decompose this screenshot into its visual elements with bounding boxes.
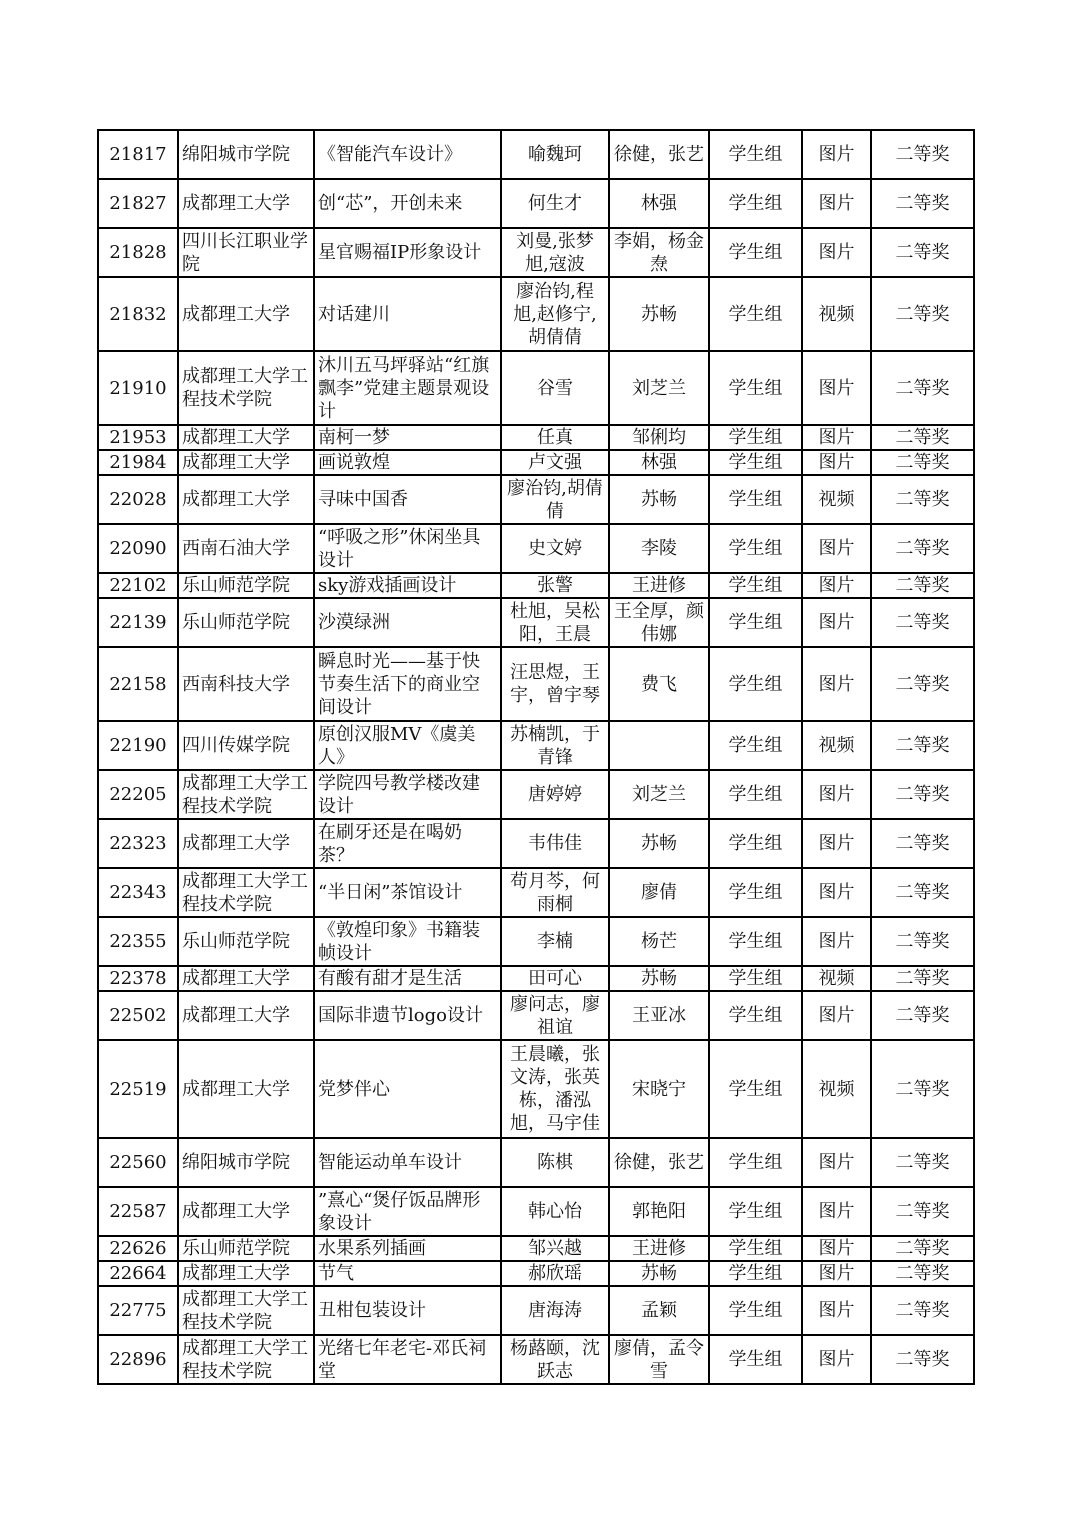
award-level-cell: 二等奖 [871, 425, 974, 450]
authors-cell: 韦伟佳 [501, 819, 609, 868]
authors-cell: 田可心 [501, 966, 609, 991]
work-title-cell: 国际非遗节logo设计 [314, 991, 501, 1040]
table-row [98, 425, 974, 450]
table-row [98, 1040, 974, 1138]
authors-cell: 邹兴越 [501, 1236, 609, 1261]
work-type-cell: 图片 [802, 598, 871, 647]
work-title-cell: 沐川五马坪驿站“红旗飘李”党建主题景观设计 [314, 351, 501, 425]
teachers-cell: 郭艳阳 [609, 1187, 709, 1236]
work-type-cell: 图片 [802, 1138, 871, 1187]
award-level-cell: 二等奖 [871, 819, 974, 868]
teachers-cell: 王亚冰 [609, 991, 709, 1040]
award-level-cell: 二等奖 [871, 1335, 974, 1384]
group-cell: 学生组 [709, 450, 802, 475]
table-row [98, 1138, 974, 1187]
school-cell: 四川传媒学院 [178, 721, 314, 770]
award-level-cell: 二等奖 [871, 277, 974, 351]
authors-cell: 汪思煜，王宇，曾宇琴 [501, 647, 609, 721]
school-cell: 西南科技大学 [178, 647, 314, 721]
school-cell: 乐山师范学院 [178, 573, 314, 598]
authors-cell: 廖治钧,胡倩倩 [501, 475, 609, 524]
group-cell: 学生组 [709, 966, 802, 991]
teachers-cell: 苏畅 [609, 277, 709, 351]
authors-cell: 刘曼,张梦旭,寇波 [501, 228, 609, 277]
table-row [98, 1187, 974, 1236]
work-type-cell: 视频 [802, 475, 871, 524]
school-cell: 成都理工大学 [178, 425, 314, 450]
teachers-cell: 孟颖 [609, 1286, 709, 1335]
group-cell: 学生组 [709, 1187, 802, 1236]
work-title-cell: 节气 [314, 1261, 501, 1286]
work-title-cell: 智能运动单车设计 [314, 1138, 501, 1187]
work-type-cell: 图片 [802, 524, 871, 573]
award-id-cell: 21817 [98, 130, 178, 179]
award-level-cell: 二等奖 [871, 770, 974, 819]
work-type-cell: 视频 [802, 277, 871, 351]
work-title-cell: 丑柑包装设计 [314, 1286, 501, 1335]
table-row [98, 1236, 974, 1261]
school-cell: 成都理工大学工程技术学院 [178, 1286, 314, 1335]
table-row [98, 450, 974, 475]
table-row [98, 868, 974, 917]
school-cell: 乐山师范学院 [178, 598, 314, 647]
table-row [98, 1335, 974, 1384]
work-type-cell: 图片 [802, 770, 871, 819]
work-type-cell: 图片 [802, 991, 871, 1040]
school-cell: 成都理工大学 [178, 991, 314, 1040]
award-id-cell: 22139 [98, 598, 178, 647]
authors-cell: 何生才 [501, 179, 609, 228]
authors-cell: 郝欣瑶 [501, 1261, 609, 1286]
work-type-cell: 图片 [802, 819, 871, 868]
authors-cell: 廖问志，廖祖谊 [501, 991, 609, 1040]
table-row [98, 917, 974, 966]
award-id-cell: 22343 [98, 868, 178, 917]
school-cell: 成都理工大学 [178, 1261, 314, 1286]
award-level-cell: 二等奖 [871, 228, 974, 277]
group-cell: 学生组 [709, 573, 802, 598]
table-row [98, 991, 974, 1040]
award-id-cell: 22158 [98, 647, 178, 721]
award-id-cell: 22896 [98, 1335, 178, 1384]
award-id-cell: 22378 [98, 966, 178, 991]
school-cell: 西南石油大学 [178, 524, 314, 573]
teachers-cell: 王进修 [609, 573, 709, 598]
authors-cell: 张警 [501, 573, 609, 598]
authors-cell: 杨蕗颐，沈跃志 [501, 1335, 609, 1384]
award-id-cell: 22502 [98, 991, 178, 1040]
group-cell: 学生组 [709, 228, 802, 277]
award-level-cell: 二等奖 [871, 450, 974, 475]
award-id-cell: 22775 [98, 1286, 178, 1335]
group-cell: 学生组 [709, 1261, 802, 1286]
teachers-cell: 刘芝兰 [609, 770, 709, 819]
authors-cell: 史文婷 [501, 524, 609, 573]
group-cell: 学生组 [709, 1040, 802, 1138]
work-title-cell: 党梦伴心 [314, 1040, 501, 1138]
table-row [98, 1286, 974, 1335]
award-id-cell: 21910 [98, 351, 178, 425]
award-id-cell: 22355 [98, 917, 178, 966]
teachers-cell: 邹俐均 [609, 425, 709, 450]
work-title-cell: “半日闲”茶馆设计 [314, 868, 501, 917]
group-cell: 学生组 [709, 917, 802, 966]
award-level-cell: 二等奖 [871, 1187, 974, 1236]
work-title-cell: 南柯一梦 [314, 425, 501, 450]
authors-cell: 喻魏珂 [501, 130, 609, 179]
teachers-cell: 李陵 [609, 524, 709, 573]
authors-cell: 廖治钧,程旭,赵修宁,胡倩倩 [501, 277, 609, 351]
school-cell: 绵阳城市学院 [178, 1138, 314, 1187]
group-cell: 学生组 [709, 770, 802, 819]
work-title-cell: sky游戏插画设计 [314, 573, 501, 598]
work-type-cell: 图片 [802, 868, 871, 917]
work-title-cell: 光绪七年老宅-邓氏祠堂 [314, 1335, 501, 1384]
work-title-cell: 沙漠绿洲 [314, 598, 501, 647]
table-body [98, 130, 974, 1384]
award-id-cell: 22102 [98, 573, 178, 598]
group-cell: 学生组 [709, 179, 802, 228]
table-row [98, 966, 974, 991]
award-id-cell: 22205 [98, 770, 178, 819]
teachers-cell: 林强 [609, 450, 709, 475]
work-type-cell: 图片 [802, 1335, 871, 1384]
teachers-cell [609, 721, 709, 770]
award-level-cell: 二等奖 [871, 868, 974, 917]
group-cell: 学生组 [709, 868, 802, 917]
teachers-cell: 刘芝兰 [609, 351, 709, 425]
work-title-cell: 学院四号教学楼改建设计 [314, 770, 501, 819]
teachers-cell: 廖倩 [609, 868, 709, 917]
award-level-cell: 二等奖 [871, 721, 974, 770]
work-title-cell: 星官赐福IP形象设计 [314, 228, 501, 277]
table-row [98, 524, 974, 573]
table-row [98, 228, 974, 277]
teachers-cell: 杨芒 [609, 917, 709, 966]
work-title-cell: 寻味中国香 [314, 475, 501, 524]
awards-table [97, 129, 975, 1385]
authors-cell: 王晨曦，张文涛，张英栋，潘泓旭，马宇佳 [501, 1040, 609, 1138]
work-title-cell: 瞬息时光——基于快节奏生活下的商业空间设计 [314, 647, 501, 721]
award-level-cell: 二等奖 [871, 1138, 974, 1187]
award-level-cell: 二等奖 [871, 1236, 974, 1261]
award-id-cell: 22519 [98, 1040, 178, 1138]
group-cell: 学生组 [709, 1335, 802, 1384]
award-id-cell: 21832 [98, 277, 178, 351]
award-id-cell: 22090 [98, 524, 178, 573]
group-cell: 学生组 [709, 130, 802, 179]
authors-cell: 唐海涛 [501, 1286, 609, 1335]
school-cell: 成都理工大学 [178, 475, 314, 524]
award-id-cell: 22587 [98, 1187, 178, 1236]
work-title-cell: 《敦煌印象》书籍装帧设计 [314, 917, 501, 966]
group-cell: 学生组 [709, 1138, 802, 1187]
group-cell: 学生组 [709, 647, 802, 721]
teachers-cell: 苏畅 [609, 819, 709, 868]
school-cell: 四川长江职业学院 [178, 228, 314, 277]
school-cell: 成都理工大学 [178, 450, 314, 475]
school-cell: 绵阳城市学院 [178, 130, 314, 179]
group-cell: 学生组 [709, 1286, 802, 1335]
table-row [98, 351, 974, 425]
group-cell: 学生组 [709, 991, 802, 1040]
award-id-cell: 21828 [98, 228, 178, 277]
award-level-cell: 二等奖 [871, 351, 974, 425]
group-cell: 学生组 [709, 351, 802, 425]
award-level-cell: 二等奖 [871, 1040, 974, 1138]
award-level-cell: 二等奖 [871, 573, 974, 598]
award-level-cell: 二等奖 [871, 130, 974, 179]
work-type-cell: 图片 [802, 425, 871, 450]
table-row [98, 647, 974, 721]
award-id-cell: 21984 [98, 450, 178, 475]
work-type-cell: 图片 [802, 1236, 871, 1261]
work-type-cell: 图片 [802, 228, 871, 277]
work-type-cell: 视频 [802, 966, 871, 991]
award-level-cell: 二等奖 [871, 647, 974, 721]
authors-cell: 任真 [501, 425, 609, 450]
teachers-cell: 李娟，杨金焘 [609, 228, 709, 277]
work-title-cell: “呼吸之形”休闲坐具设计 [314, 524, 501, 573]
award-level-cell: 二等奖 [871, 475, 974, 524]
work-type-cell: 视频 [802, 721, 871, 770]
work-title-cell: 对话建川 [314, 277, 501, 351]
teachers-cell: 宋晓宁 [609, 1040, 709, 1138]
school-cell: 成都理工大学 [178, 966, 314, 991]
award-level-cell: 二等奖 [871, 524, 974, 573]
table-row [98, 721, 974, 770]
school-cell: 成都理工大学 [178, 819, 314, 868]
group-cell: 学生组 [709, 524, 802, 573]
award-id-cell: 22664 [98, 1261, 178, 1286]
work-title-cell: 原创汉服MV《虞美人》 [314, 721, 501, 770]
award-level-cell: 二等奖 [871, 991, 974, 1040]
table-row [98, 819, 974, 868]
award-level-cell: 二等奖 [871, 598, 974, 647]
school-cell: 成都理工大学 [178, 277, 314, 351]
teachers-cell: 苏畅 [609, 966, 709, 991]
work-title-cell: 创“芯”，开创未来 [314, 179, 501, 228]
school-cell: 成都理工大学工程技术学院 [178, 770, 314, 819]
teachers-cell: 徐健，张艺 [609, 1138, 709, 1187]
group-cell: 学生组 [709, 721, 802, 770]
teachers-cell: 徐健，张艺 [609, 130, 709, 179]
work-type-cell: 图片 [802, 1286, 871, 1335]
work-type-cell: 图片 [802, 179, 871, 228]
work-title-cell: 《智能汽车设计》 [314, 130, 501, 179]
teachers-cell: 林强 [609, 179, 709, 228]
work-title-cell: 有酸有甜才是生活 [314, 966, 501, 991]
work-title-cell: 在刷牙还是在喝奶茶？ [314, 819, 501, 868]
work-type-cell: 图片 [802, 130, 871, 179]
table-row [98, 1261, 974, 1286]
authors-cell: 苟月芩，何雨桐 [501, 868, 609, 917]
school-cell: 成都理工大学工程技术学院 [178, 351, 314, 425]
group-cell: 学生组 [709, 1236, 802, 1261]
group-cell: 学生组 [709, 598, 802, 647]
teachers-cell: 王进修 [609, 1236, 709, 1261]
authors-cell: 韩心怡 [501, 1187, 609, 1236]
table-row [98, 179, 974, 228]
award-id-cell: 22190 [98, 721, 178, 770]
table-row [98, 277, 974, 351]
group-cell: 学生组 [709, 277, 802, 351]
award-level-cell: 二等奖 [871, 179, 974, 228]
work-type-cell: 图片 [802, 1261, 871, 1286]
authors-cell: 卢文强 [501, 450, 609, 475]
authors-cell: 唐婷婷 [501, 770, 609, 819]
work-type-cell: 图片 [802, 917, 871, 966]
school-cell: 乐山师范学院 [178, 1236, 314, 1261]
school-cell: 成都理工大学 [178, 179, 314, 228]
group-cell: 学生组 [709, 425, 802, 450]
school-cell: 成都理工大学 [178, 1187, 314, 1236]
authors-cell: 谷雪 [501, 351, 609, 425]
work-type-cell: 图片 [802, 1187, 871, 1236]
teachers-cell: 费飞 [609, 647, 709, 721]
school-cell: 成都理工大学工程技术学院 [178, 868, 314, 917]
award-id-cell: 22323 [98, 819, 178, 868]
award-id-cell: 22028 [98, 475, 178, 524]
table-row [98, 598, 974, 647]
authors-cell: 陈棋 [501, 1138, 609, 1187]
teachers-cell: 王全厚，颜伟娜 [609, 598, 709, 647]
award-id-cell: 21827 [98, 179, 178, 228]
school-cell: 成都理工大学 [178, 1040, 314, 1138]
award-level-cell: 二等奖 [871, 917, 974, 966]
authors-cell: 苏楠凯，于青锋 [501, 721, 609, 770]
authors-cell: 杜旭，吴松阳，王晨 [501, 598, 609, 647]
award-id-cell: 21953 [98, 425, 178, 450]
work-title-cell: 画说敦煌 [314, 450, 501, 475]
school-cell: 乐山师范学院 [178, 917, 314, 966]
table-row [98, 770, 974, 819]
work-type-cell: 图片 [802, 573, 871, 598]
work-title-cell: 水果系列插画 [314, 1236, 501, 1261]
authors-cell: 李楠 [501, 917, 609, 966]
table-row [98, 130, 974, 179]
award-level-cell: 二等奖 [871, 1261, 974, 1286]
teachers-cell: 苏畅 [609, 1261, 709, 1286]
table-row [98, 573, 974, 598]
award-level-cell: 二等奖 [871, 1286, 974, 1335]
award-id-cell: 22560 [98, 1138, 178, 1187]
group-cell: 学生组 [709, 819, 802, 868]
award-id-cell: 22626 [98, 1236, 178, 1261]
school-cell: 成都理工大学工程技术学院 [178, 1335, 314, 1384]
teachers-cell: 廖倩，孟令雪 [609, 1335, 709, 1384]
work-type-cell: 图片 [802, 647, 871, 721]
teachers-cell: 苏畅 [609, 475, 709, 524]
award-level-cell: 二等奖 [871, 966, 974, 991]
work-title-cell: ”熹心“煲仔饭品牌形象设计 [314, 1187, 501, 1236]
group-cell: 学生组 [709, 475, 802, 524]
work-type-cell: 图片 [802, 450, 871, 475]
work-type-cell: 图片 [802, 351, 871, 425]
table-row [98, 475, 974, 524]
work-type-cell: 视频 [802, 1040, 871, 1138]
